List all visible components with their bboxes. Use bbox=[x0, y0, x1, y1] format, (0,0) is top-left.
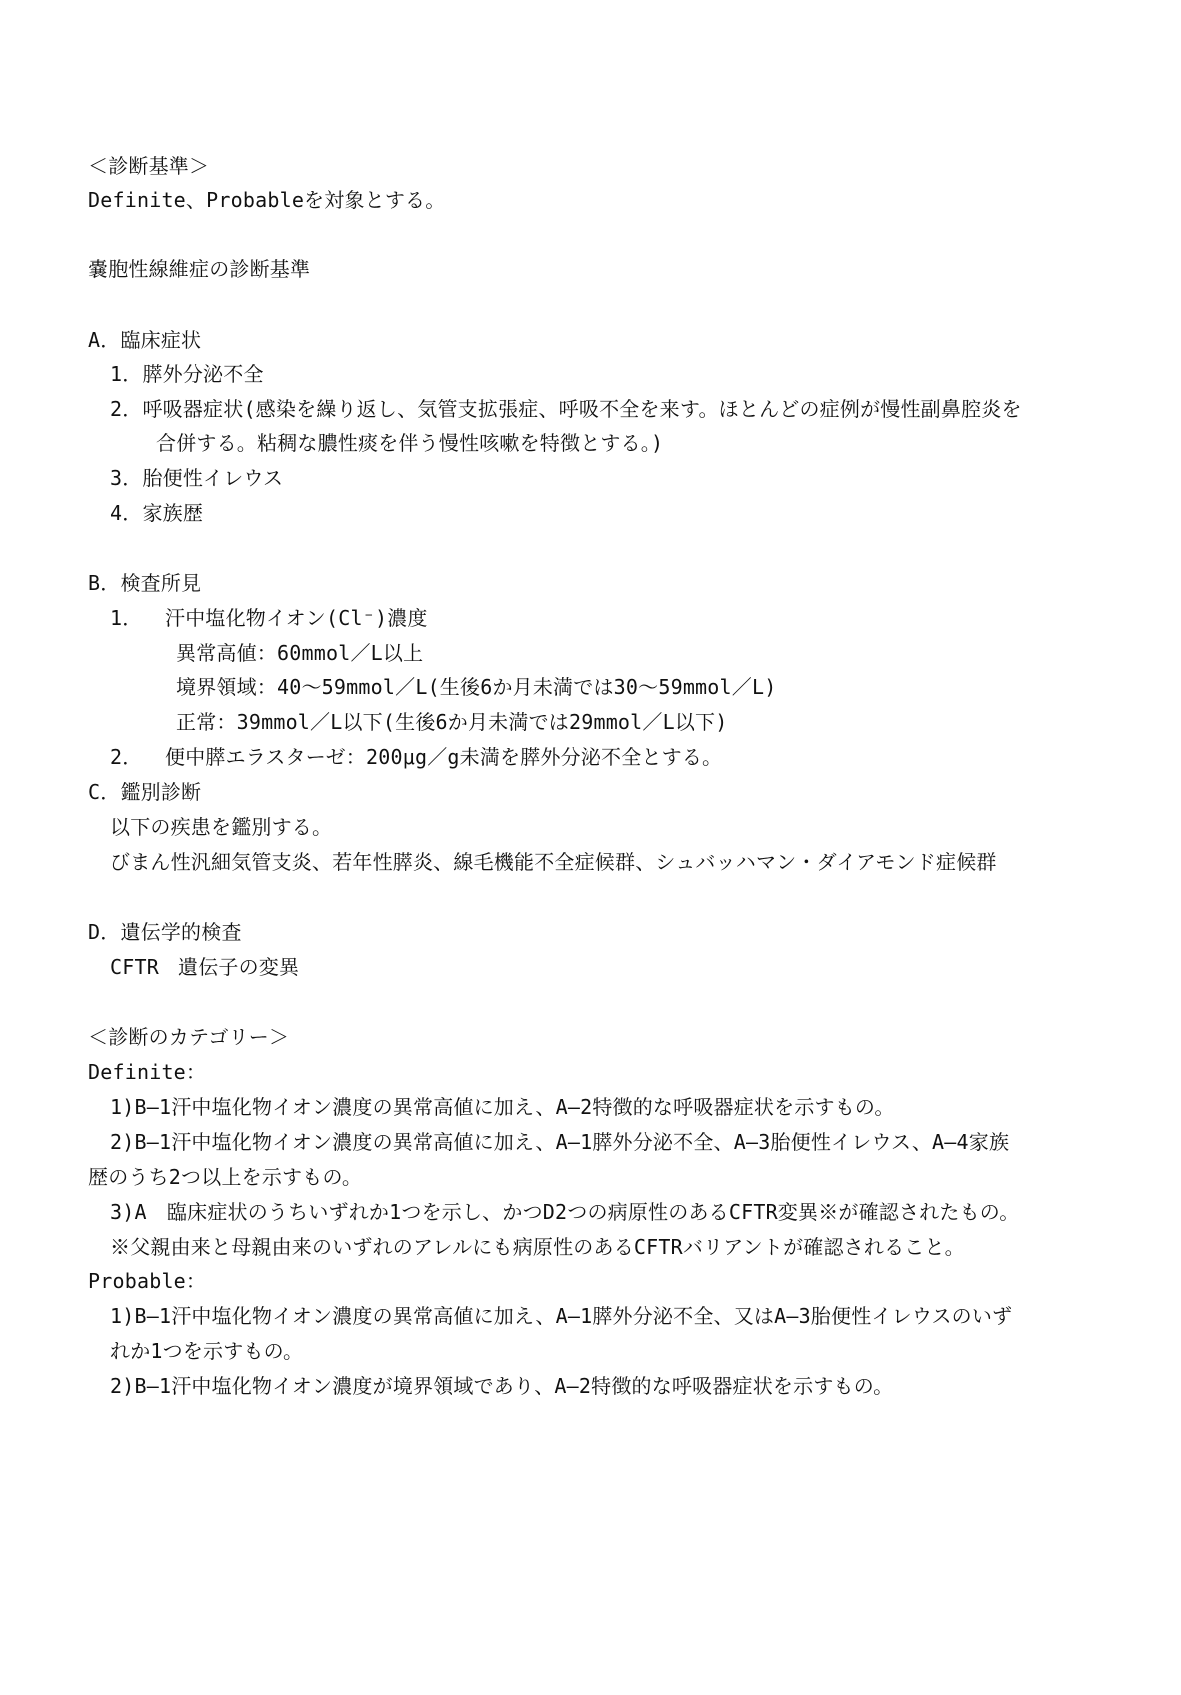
probable-criterion-1: 1)B―1汗中塩化物イオン濃度の異常高値に加え、A―1膵外分泌不全、又はA―3胎便性イレウスのいず bbox=[110, 1304, 1013, 1328]
sweat-abnormal-value: 異常高値：60mmol／L以上 bbox=[176, 641, 424, 665]
section-a-item-3: 3．胎便性イレウス bbox=[110, 466, 284, 490]
section-b-item-2-text: 便中膵エラスターゼ：200μg／g未満を膵外分泌不全とする。 bbox=[165, 745, 723, 769]
category-heading: ＜診断のカテゴリー＞ bbox=[88, 1025, 290, 1049]
section-b-item-2-number: 2． bbox=[110, 745, 143, 769]
section-a-item-1: 1．膵外分泌不全 bbox=[110, 362, 264, 386]
section-b-title: B．検査所見 bbox=[88, 571, 202, 595]
section-a-item-2-continued: 合併する。粘稠な膿性痰を伴う慢性咳嗽を特徴とする。) bbox=[156, 431, 664, 455]
section-c-line-2: びまん性汎細気管支炎、若年性膵炎、線毛機能不全症候群、シュバッハマン・ダイアモンド症候群 bbox=[110, 850, 997, 874]
section-d-text: 遺伝子の変異 bbox=[178, 955, 300, 979]
definite-criterion-3: 3)A 臨床症状のうちいずれか1つを示し、かつD2つの病原性のあるCFTR変異※が確認されたもの。 bbox=[110, 1200, 1020, 1224]
criteria-heading: ＜診断基準＞ bbox=[88, 154, 210, 178]
section-a-item-2: 2．呼吸器症状(感染を繰り返し、気管支拡張症、呼吸不全を来す。ほとんどの症例が慢性副鼻腔炎を bbox=[110, 397, 1022, 421]
section-d-title: D．遺伝学的検査 bbox=[88, 920, 242, 944]
section-c-title: C．鑑別診断 bbox=[88, 780, 202, 804]
sweat-normal-value: 正常：39mmol／L以下(生後6か月未満では29mmol／L以下) bbox=[176, 710, 728, 734]
probable-criterion-2: 2)B―1汗中塩化物イオン濃度が境界領域であり、A―2特徴的な呼吸器症状を示すもの。 bbox=[110, 1374, 894, 1398]
definite-note: ※父親由来と母親由来のいずれのアレルにも病原性のあるCFTRバリアントが確認されること。 bbox=[110, 1235, 965, 1259]
section-a-title: A．臨床症状 bbox=[88, 328, 202, 352]
section-b-item-1-text: 汗中塩化物イオン(Cl⁻)濃度 bbox=[165, 606, 428, 630]
definite-label: Definite： bbox=[88, 1060, 207, 1084]
section-a-item-4: 4．家族歴 bbox=[110, 501, 204, 525]
probable-criterion-1-continued: れか1つを示すもの。 bbox=[110, 1339, 304, 1363]
section-b-item-1-number: 1． bbox=[110, 606, 143, 630]
definite-criterion-1: 1)B―1汗中塩化物イオン濃度の異常高値に加え、A―2特徴的な呼吸器症状を示すもの。 bbox=[110, 1095, 895, 1119]
target-note: Definite、Probableを対象とする。 bbox=[88, 188, 446, 212]
definite-criterion-2: 2)B―1汗中塩化物イオン濃度の異常高値に加え、A―1膵外分泌不全、A―3胎便性イレウス、A―4家族 bbox=[110, 1130, 1010, 1154]
definite-criterion-2-continued: 歴のうち2つ以上を示すもの。 bbox=[88, 1165, 363, 1189]
section-c-line-1: 以下の疾患を鑑別する。 bbox=[110, 815, 333, 839]
probable-label: Probable： bbox=[88, 1269, 207, 1293]
section-d-gene: CFTR bbox=[110, 955, 159, 979]
disease-title: 嚢胞性線維症の診断基準 bbox=[88, 257, 311, 281]
sweat-borderline-value: 境界領域：40～59mmol／L(生後6か月未満では30～59mmol／L) bbox=[176, 675, 777, 699]
